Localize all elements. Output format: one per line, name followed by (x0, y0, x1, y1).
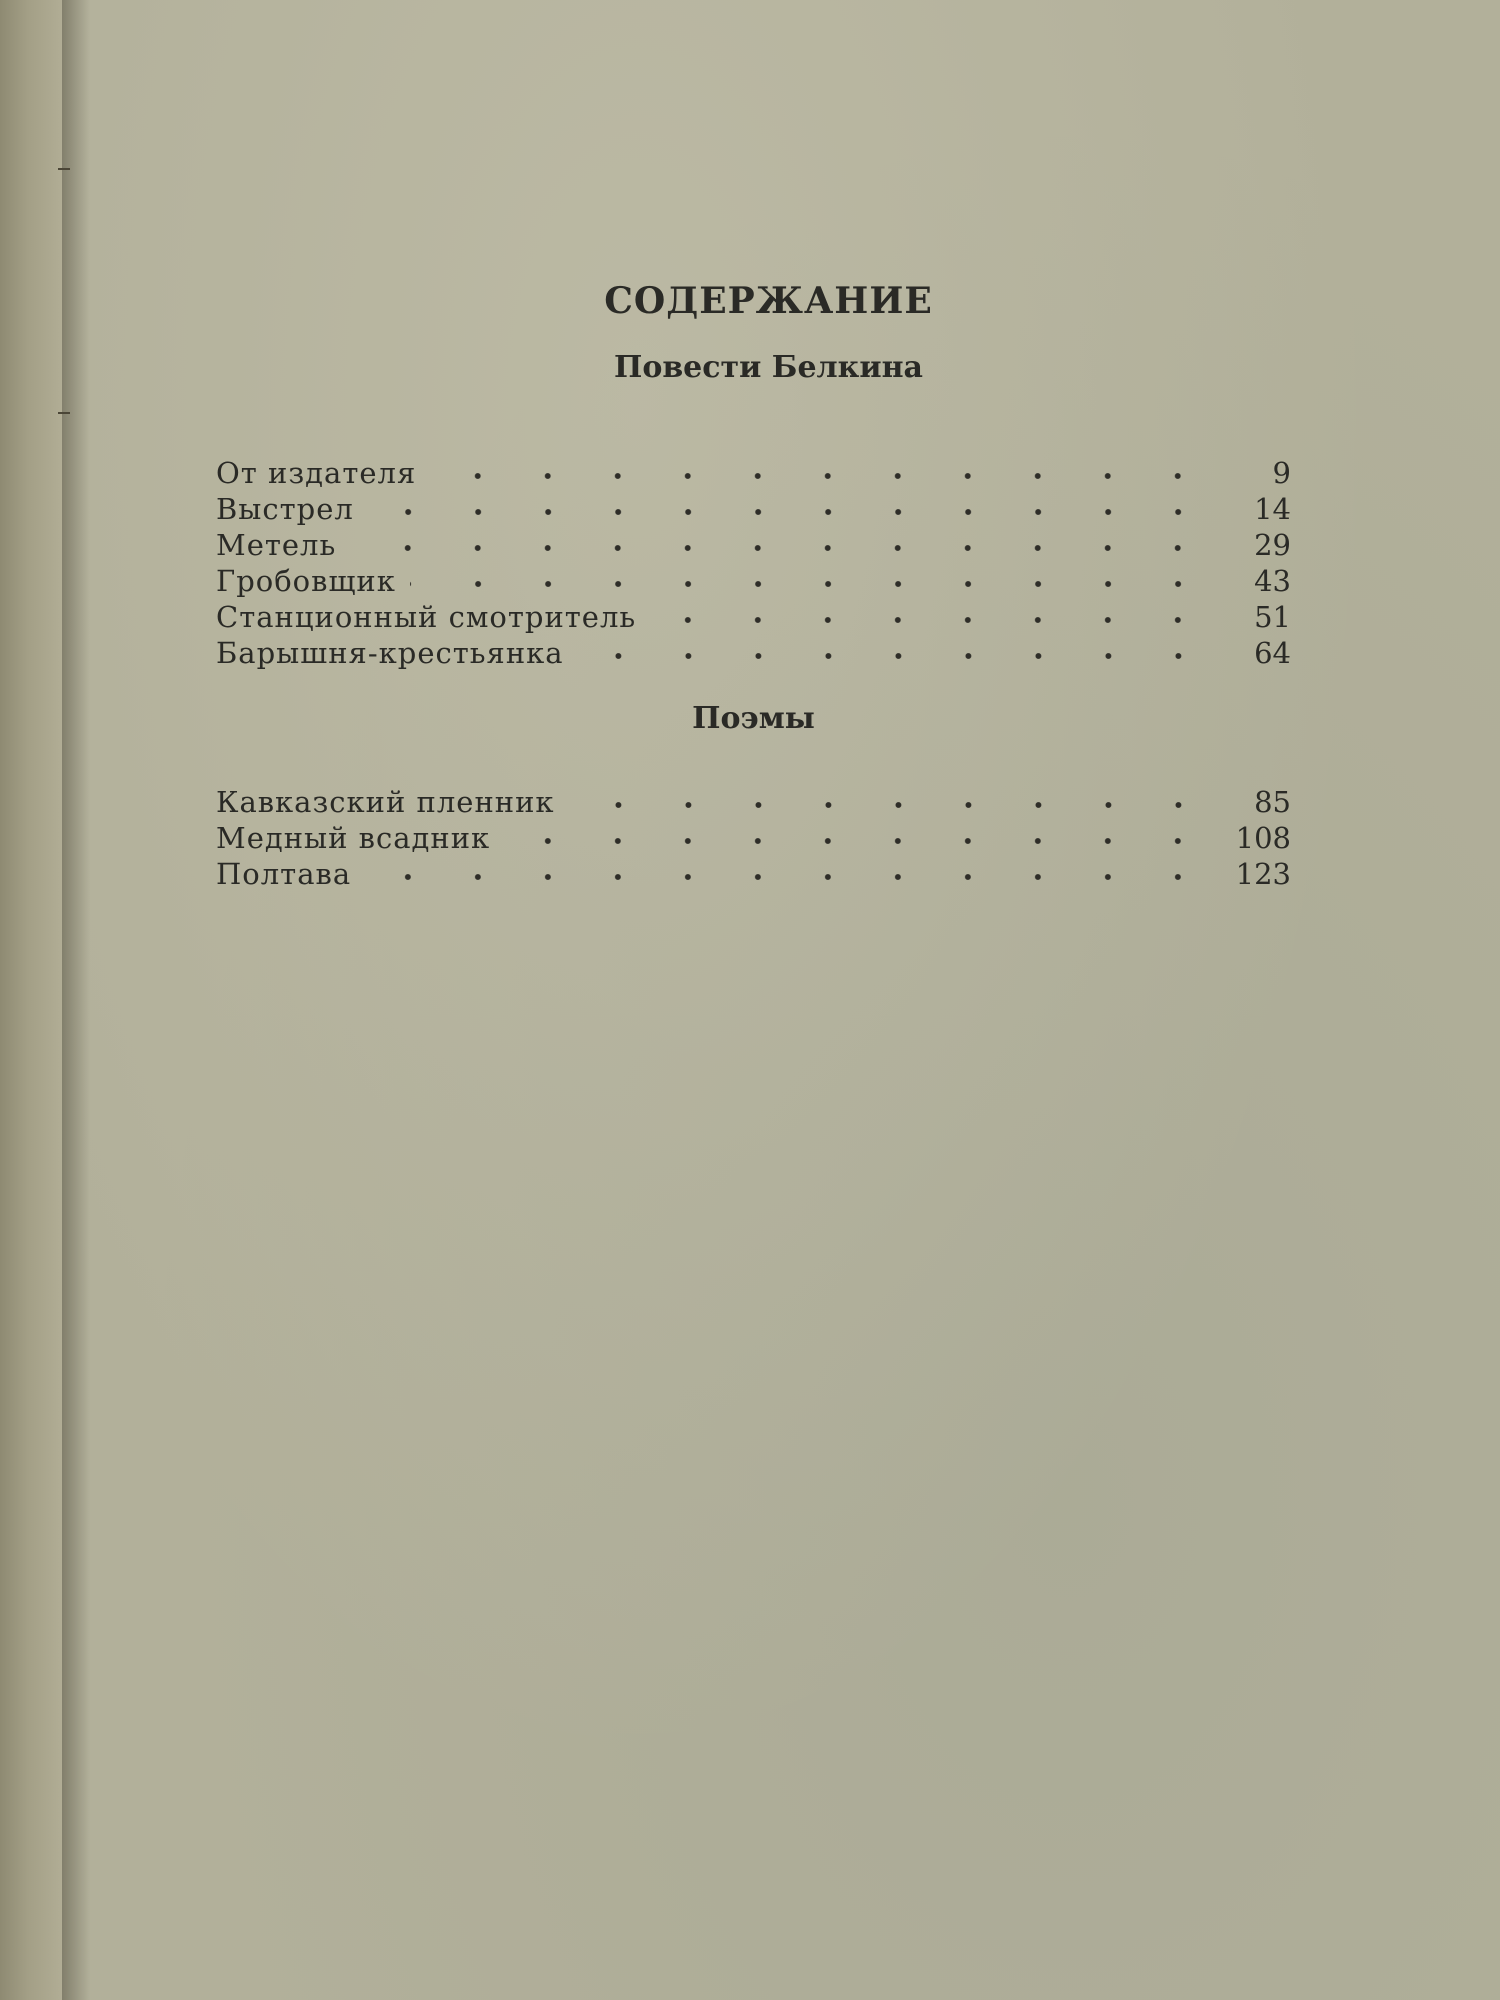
leader-dots (368, 507, 1213, 517)
toc-entry-page: 43 (1254, 564, 1291, 598)
toc-entry-page: 123 (1235, 857, 1291, 891)
leader-dots (578, 651, 1213, 661)
toc-entry-label: Медный всадник (216, 821, 491, 855)
toc-entry (216, 599, 1291, 635)
leader-dots (410, 579, 1213, 589)
spine-shadow (62, 0, 90, 2000)
leader-dots (350, 543, 1213, 553)
left-page-edge (0, 0, 62, 2000)
toc-entry-label: Гробовщик (216, 564, 396, 598)
toc-entry-label: Полтава (216, 857, 352, 891)
toc-entry-page: 9 (1272, 456, 1291, 490)
toc-entry (216, 527, 1291, 563)
leader-dots (504, 836, 1213, 846)
toc-entry-label: Кавказский пленник (216, 785, 555, 819)
toc-list-poems (216, 784, 1291, 892)
toc-entry (216, 455, 1291, 491)
toc-entry-label: Метель (216, 528, 337, 562)
toc-entry-page: 108 (1235, 821, 1291, 855)
toc-entry-page: 85 (1254, 785, 1291, 819)
leader-dots (650, 615, 1213, 625)
toc-entry-label: Выстрел (216, 492, 354, 526)
leader-dots (365, 872, 1213, 882)
toc-list-belkin (216, 455, 1291, 671)
toc-entry (216, 820, 1291, 856)
binding-stitch (58, 412, 70, 414)
toc-entry (216, 635, 1291, 671)
toc-entry (216, 784, 1291, 820)
toc-entry-page: 14 (1254, 492, 1291, 526)
toc-entry-label: Станционный смотритель (216, 600, 637, 634)
toc-entry-page: 51 (1254, 600, 1291, 634)
toc-entry-label: От издателя (216, 456, 417, 490)
toc-entry (216, 491, 1291, 527)
section-title-poems: Поэмы (692, 701, 815, 736)
leader-dots (569, 800, 1213, 810)
leader-dots (430, 471, 1213, 481)
toc-title: СОДЕРЖАНИЕ (604, 280, 933, 322)
table-of-contents (216, 280, 1291, 892)
section-title-belkin: Повести Белкина (613, 350, 923, 385)
toc-entry-page: 29 (1254, 528, 1291, 562)
toc-entry-page: 64 (1254, 636, 1291, 670)
binding-stitch (58, 168, 70, 170)
toc-entry (216, 563, 1291, 599)
toc-entry (216, 856, 1291, 892)
toc-entry-label: Барышня-крестьянка (216, 636, 564, 670)
